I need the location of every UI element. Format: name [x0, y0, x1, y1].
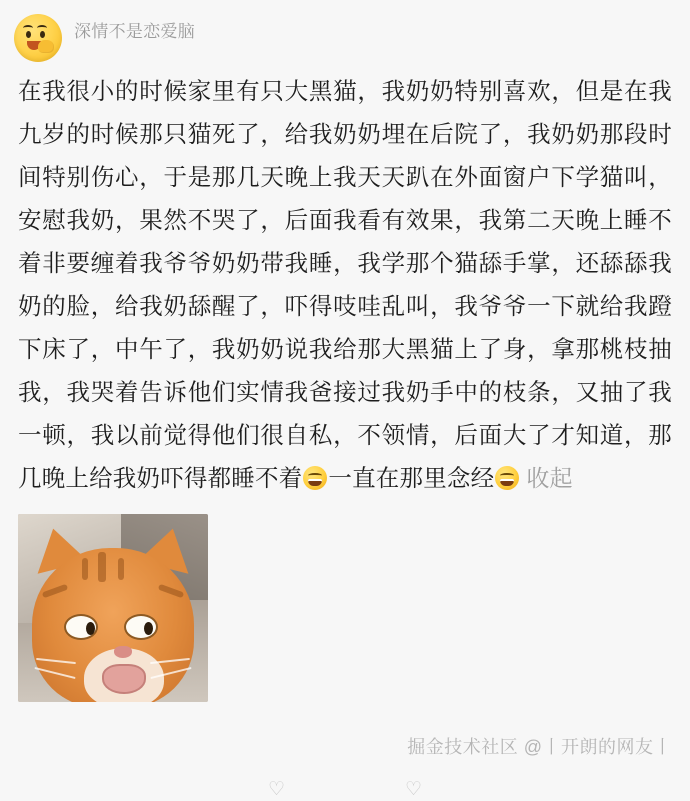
cat-stripe-1: [98, 552, 106, 582]
cat-stripe-2: [82, 558, 88, 580]
cat-whisker-1: [36, 658, 76, 664]
post-body: [14, 70, 672, 702]
post-username[interactable]: 深情不是恋爱脑: [74, 22, 196, 41]
cat-stripe-4: [42, 584, 68, 599]
avatar[interactable]: [14, 14, 62, 62]
grinning-face-with-sweat-icon-2: [495, 466, 519, 490]
avatar-eye-right: [40, 31, 45, 38]
cat-eye-right: [124, 614, 158, 640]
cat-head: [32, 548, 194, 702]
heart-icon[interactable]: ♡: [267, 779, 285, 800]
cat-stripe-3: [118, 558, 124, 580]
grinning-face-with-sweat-icon: [303, 466, 327, 490]
post-text-tail: 一直在那里念经: [328, 465, 495, 491]
cat-mouth: [102, 664, 146, 694]
post-image-wrap: [14, 514, 672, 702]
avatar-hand: [38, 40, 54, 53]
cat-pupil-left: [86, 622, 95, 635]
post-text: [14, 70, 672, 500]
post-text-main: 在我很小的时候家里有只大黑猫，我奶奶特别喜欢，但是在我九岁的时候那只猫死了，给我奶奶埋在后院了，我奶奶那段时间特别伤心，于是那几天晚上我天天趴在外面窗户下学猫叫，安慰我奶，果然不哭了，后面我看有效果，我第二天晚上睡不着非要缠着我爷爷奶奶带我睡，我学那个猫舔手掌，还舔舔我奶的脸，给我奶舔醒了，吓得吱哇乱叫，我爷爷一下就给我蹬下床了，中午了，我奶奶说我给那大黑猫上了身，拿那桃枝抽我，我哭着告诉他们实情我爸接过我奶手中的枝条，又抽了我一顿，我以前觉得他们很自私，不领情，后面大了才知道，那几晚上给我奶吓得都睡不着: [18, 78, 672, 491]
cat-pupil-right: [144, 622, 153, 635]
cat-eye-left: [64, 614, 98, 640]
post-image[interactable]: [18, 514, 208, 702]
heart-icon-2[interactable]: ♡: [405, 779, 423, 800]
avatar-eye-left: [26, 31, 31, 38]
watermark: 掘金技术社区 @丨开朗的网友丨: [407, 737, 672, 757]
cat-stripe-5: [158, 584, 184, 599]
action-bar: [0, 773, 690, 801]
collapse-link[interactable]: 收起: [526, 465, 573, 491]
post-header: [14, 14, 672, 66]
cat-nose: [114, 646, 132, 658]
cat-whisker-3: [150, 658, 190, 664]
